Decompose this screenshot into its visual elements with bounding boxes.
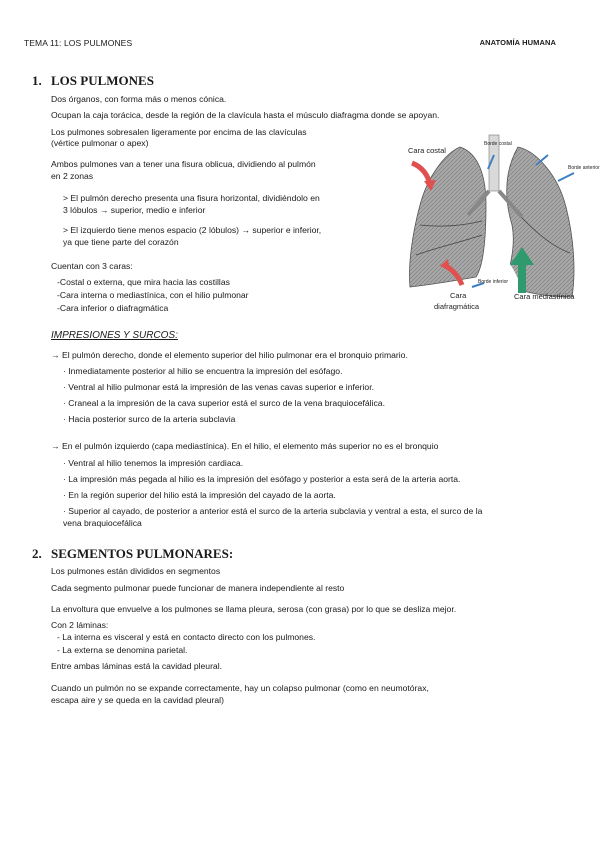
label-borde-inferior: Borde inferior — [478, 279, 509, 285]
paragraph: Con 2 láminas: — [51, 620, 109, 630]
section-1-title: LOS PULMONES — [51, 73, 154, 88]
label-cara-costal: Cara costal — [408, 146, 446, 155]
arrow-borde-anterior-icon — [558, 173, 574, 181]
paragraph: → En el pulmón izquierdo (capa mediastínica). En el hilio, el elemento más superior no es el bronquio — [51, 441, 439, 451]
list-item: vena braquiocefálica — [63, 518, 142, 528]
left-lung-shape — [506, 147, 574, 297]
paragraph: Dos órganos, con forma más o menos cónica. — [51, 94, 227, 104]
bullet: 3 lóbulos → superior, medio e inferior — [63, 205, 206, 215]
paragraph: Los pulmones están divididos en segmentos — [51, 566, 221, 576]
list-item: · Ventral al hilio tenemos la impresión cardiaca. — [63, 458, 244, 468]
paragraph: → El pulmón derecho, donde el elemento superior del hilio pulmonar era el bronquio primario. — [51, 350, 408, 360]
list-item: · En la región superior del hilio está la impresión del cayado de la aorta. — [63, 490, 336, 500]
paragraph: (vértice pulmonar o apex) — [51, 138, 149, 148]
bullet: > El pulmón derecho presenta una fisura horizontal, dividiéndolo en — [63, 193, 320, 203]
subsection-title: IMPRESIONES Y SURCOS: — [51, 330, 178, 341]
list-item: - La interna es visceral y está en contacto directo con los pulmones. — [57, 632, 316, 642]
list-item: · Inmediatamente posterior al hilio se encuentra la impresión del esófago. — [63, 366, 343, 376]
paragraph: Cuando un pulmón no se expande correctamente, hay un colapso pulmonar (como en neumotórax, — [51, 683, 429, 693]
list-item: -Costal o externa, que mira hacia las costillas — [57, 277, 230, 287]
paragraph: Cada segmento pulmonar puede funcionar de manera independiente al resto — [51, 583, 345, 593]
list-item: - La externa se denomina parietal. — [57, 645, 188, 655]
list-item: · Superior al cayado, de posterior a anterior está el surco de la arteria subclavia y ventral a esta, el surco de la — [63, 506, 483, 516]
paragraph: Los pulmones sobresalen ligeramente por encima de las clavículas — [51, 127, 307, 137]
list-item: · Craneal a la impresión de la cava superior está el surco de la vena braquiocefálica. — [63, 398, 385, 408]
bullet: > El izquierdo tiene menos espacio (2 lóbulos) → superior e inferior, — [63, 225, 322, 235]
header-subject: ANATOMÍA HUMANA — [479, 38, 556, 47]
arrow-cara-mediastinica-icon — [518, 263, 526, 293]
section-2-title: SEGMENTOS PULMONARES: — [51, 546, 234, 561]
bullet: ya que tiene parte del corazón — [63, 237, 179, 247]
label-cara-diafragmatica-1: Cara — [450, 291, 467, 300]
list-item: -Cara interna o mediastínica, con el hilio pulmonar — [57, 290, 249, 300]
paragraph: escapa aire y se queda en la cavidad pleural) — [51, 695, 224, 705]
paragraph: La envoltura que envuelve a los pulmones se llama pleura, serosa (con grasa) por lo que se desliza mejor. — [51, 604, 457, 614]
lung-illustration — [398, 135, 600, 315]
paragraph: Entre ambas láminas está la cavidad pleural. — [51, 661, 223, 671]
paragraph: Cuentan con 3 caras: — [51, 261, 133, 271]
header-topic: TEMA 11: LOS PULMONES — [24, 38, 133, 48]
section-1-number: 1. — [32, 73, 42, 88]
section-2-number: 2. — [32, 546, 42, 561]
list-item: -Cara inferior o diafragmática — [57, 303, 169, 313]
label-borde-costal: Borde costal — [484, 141, 512, 147]
list-item: · Hacia posterior surco de la arteria subclavia — [63, 414, 236, 424]
label-cara-diafragmatica-2: diafragmática — [434, 302, 480, 311]
label-borde-anterior: Borde anterior — [568, 165, 600, 171]
paragraph: Ocupan la caja torácica, desde la región de la clavícula hasta el músculo diafragma donde se apoyan. — [51, 110, 440, 120]
label-cara-mediastinica: Cara mediastínica — [514, 292, 575, 301]
list-item: · La impresión más pegada al hilio es la impresión del esófago y posterior a esta será de la arteria aorta. — [63, 474, 461, 484]
paragraph: Ambos pulmones van a tener una fisura oblicua, dividiendo al pulmón — [51, 159, 316, 169]
paragraph: en 2 zonas — [51, 171, 94, 181]
list-item: · Ventral al hilio pulmonar está la impresión de las venas cavas superior e inferior. — [63, 382, 374, 392]
